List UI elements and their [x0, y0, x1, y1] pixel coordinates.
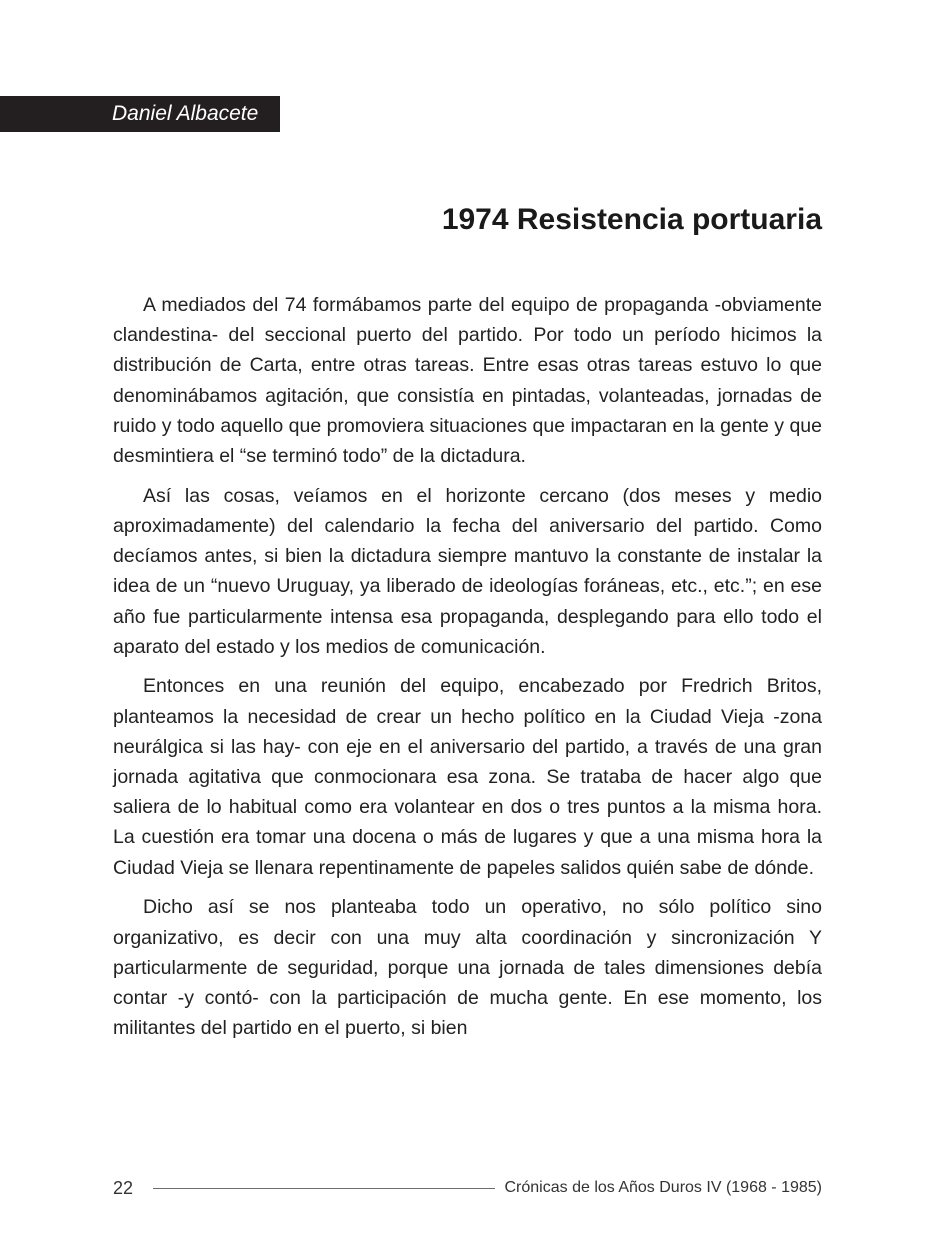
author-tab: [0, 96, 280, 132]
chapter-title: 1974 Resistencia portuaria: [441, 203, 822, 236]
page-number: 22: [113, 1177, 134, 1198]
author-name: Daniel Albacete: [112, 102, 259, 125]
body-text: [113, 290, 822, 1053]
paragraph: A mediados del 74 formábamos parte del equipo de propaganda -obviamente clandestina- del seccional puerto del partido. Por todo un período hicimos la distribución de Carta, entre otras tareas. Entre esas otras tareas estuvo lo que denominábamos agitación, que consistía en pintadas, volanteadas, jornadas de ruido y todo aquello que promoviera situaciones que impactaran en la gente y que desmintiera el “se terminó todo” de la dictadura.: [113, 294, 822, 468]
paragraph: Entonces en una reunión del equipo, encabezado por Fredrich Britos, planteamos la necesidad de crear un hecho político en la Ciudad Vieja -zona neurálgica si las hay- con eje en el aniversario del partido, a través de una gran jornada agitativa que conmocionara esa zona. Se trataba de hacer algo que saliera de lo habitual como era volantear en dos o tres puntos a la misma hora. La cuestión era tomar una docena o más de lugares y que a una misma hora la Ciudad Vieja se llenara repentinamente de papeles salidos quién sabe de dónde.: [113, 675, 822, 879]
page-footer: [113, 1175, 822, 1201]
paragraph: Dicho así se nos planteaba todo un operativo, no sólo político sino organizativo, es decir con una muy alta coordinación y sincronización Y particularmente de seguridad, porque una jornada de tales dimensiones debía contar -y contó- con la participación de mucha gente. En ese momento, los militantes del partido en el puerto, si bien: [113, 896, 822, 1040]
paragraph: Así las cosas, veíamos en el horizonte cercano (dos meses y medio aproximadamente) del calendario la fecha del aniversario del partido. Como decíamos antes, si bien la dictadura siempre mantuvo la constante de instalar la idea de un “nuevo Uruguay, ya liberado de ideologías foráneas, etc., etc.”; en ese año fue particularmente intensa esa propaganda, desplegando para ello todo el aparato del estado y los medios de comunicación.: [113, 484, 822, 658]
footer-divider: [153, 1188, 495, 1189]
book-title: Crónicas de los Años Duros IV (1968 - 1985): [504, 1179, 822, 1196]
